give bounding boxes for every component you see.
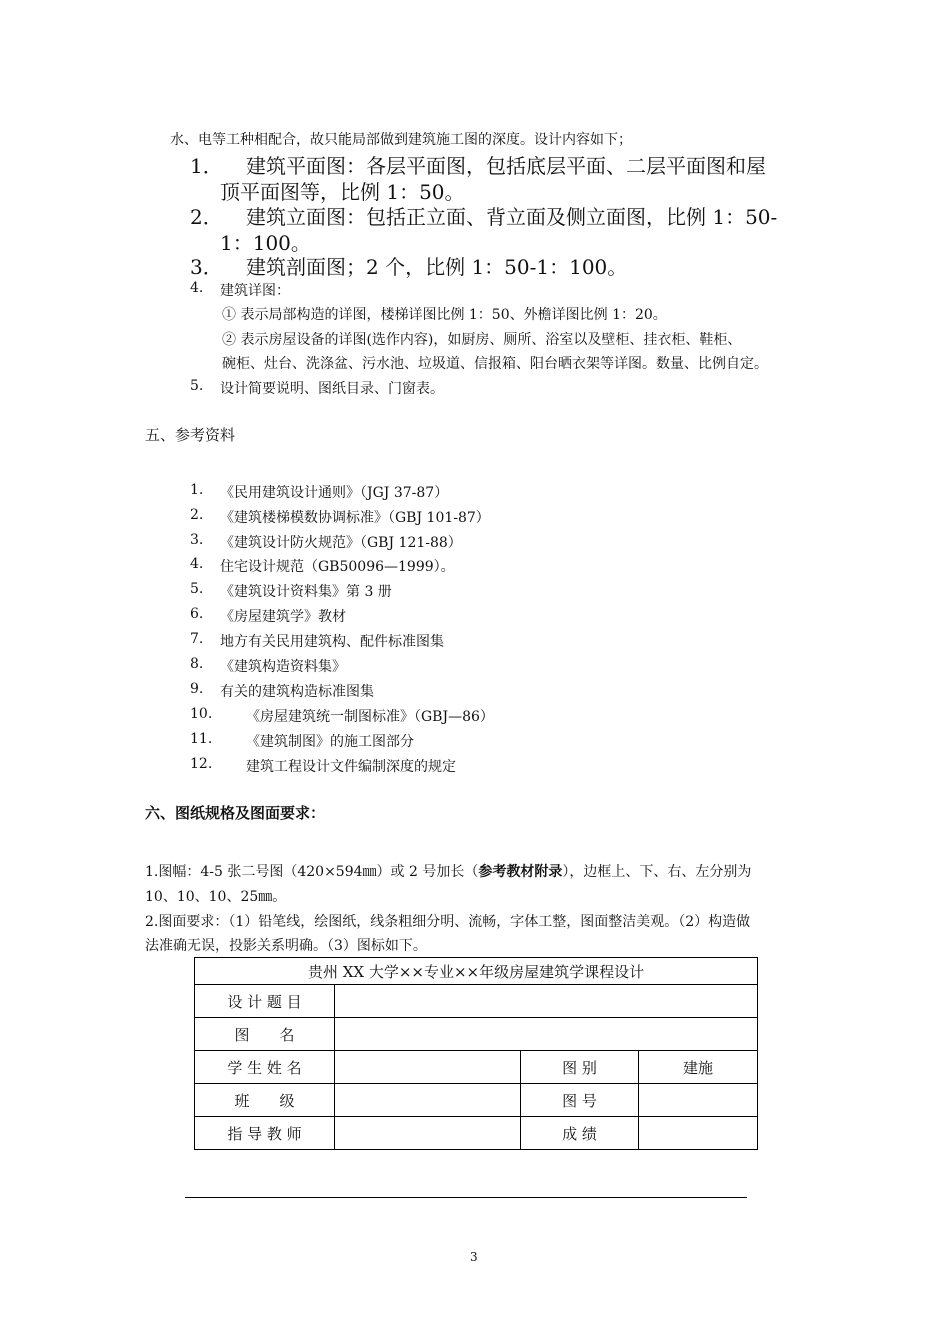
drawing-name-label: 图 名 (195, 1018, 335, 1051)
design-item-3-number: 3． (190, 255, 223, 279)
reference-text: 《民用建筑设计通则》（JGJ 37-87） (220, 485, 449, 501)
detail-item-title: 建筑详图： (220, 283, 290, 299)
reference-text: 《建筑设计资料集》第 3 册 (220, 584, 392, 600)
reference-number: 12. (190, 756, 213, 772)
footer-rule (185, 1197, 747, 1198)
detail-item-sub1: ① 表示局部构造的详图，楼梯详图比例 1：50、外檐详图比例 1：20。 (222, 307, 667, 323)
student-name-cell (335, 1051, 521, 1084)
spec1-line1 (145, 861, 751, 881)
detail-item-number: 4. (190, 280, 204, 296)
grade-cell (639, 1117, 758, 1150)
reference-number: 4. (190, 556, 204, 572)
drawing-type-value: 建施 (639, 1051, 758, 1084)
reference-number: 1. (190, 482, 204, 498)
title-block-table (194, 957, 758, 1150)
grade-label: 成 绩 (521, 1117, 639, 1150)
student-name-label: 学 生 姓 名 (195, 1051, 335, 1084)
class-cell (335, 1084, 521, 1117)
reference-number: 5. (190, 581, 204, 597)
design-item-1-line2: 顶平面图等，比例 1：50。 (220, 180, 465, 204)
reference-number: 2. (190, 507, 204, 523)
reference-text: 《建筑制图》的施工图部分 (246, 734, 414, 750)
spec1-line2: 10、10、10、25㎜。 (145, 889, 287, 905)
advisor-label: 指 导 教 师 (195, 1117, 335, 1150)
page-number: 3 (470, 1250, 478, 1264)
reference-text: 《建筑设计防火规范》（GBJ 121-88） (220, 535, 462, 551)
item5-text: 设计简要说明、图纸目录、门窗表。 (220, 381, 444, 397)
drawing-no-cell (639, 1084, 758, 1117)
design-item-2-line2: 1：100。 (220, 231, 311, 255)
reference-text: 《建筑构造资料集》 (220, 659, 346, 675)
section6-title: 六、图纸规格及图面要求： (145, 804, 326, 822)
class-label: 班 级 (195, 1084, 335, 1117)
spec2-line2: 法准确无误，投影关系明确。（3）图标如下。 (145, 938, 427, 954)
spec2-line1: 2.图面要求：（1）铅笔线，绘图纸，线条粗细分明、流畅，字体工整，图面整洁美观。（2）构造做 (145, 914, 751, 930)
item5-number: 5. (190, 378, 204, 394)
reference-text: 住宅设计规范（GB50096—1999）。 (220, 559, 455, 575)
design-item-1-number: 1． (190, 154, 223, 178)
design-topic-cell (335, 985, 758, 1018)
spec1-bold: 参考教材附录 (478, 864, 563, 880)
design-item-2-number: 2． (190, 205, 223, 229)
detail-item-sub2-line1: ② 表示房屋设备的详图(选作内容)，如厨房、厕所、浴室以及壁柜、挂衣柜、鞋柜、 (222, 332, 742, 348)
design-item-1-line1: 建筑平面图：各层平面图，包括底层平面、二层平面图和屋 (246, 154, 766, 178)
reference-text: 建筑工程设计文件编制深度的规定 (246, 759, 456, 775)
design-item-2-line1: 建筑立面图：包括正立面、背立面及侧立面图，比例 1：50- (246, 205, 778, 229)
reference-text: 《建筑楼梯模数协调标准》（GBJ 101-87） (220, 510, 490, 526)
section5-title: 五、参考资料 (145, 426, 236, 444)
drawing-no-label: 图 号 (521, 1084, 639, 1117)
reference-text: 有关的建筑构造标准图集 (220, 684, 374, 700)
drawing-type-label: 图 别 (521, 1051, 639, 1084)
design-item-3-line1: 建筑剖面图；2 个，比例 1：50-1：100。 (246, 255, 628, 279)
intro-line: 水、电等工种相配合，故只能局部做到建筑施工图的深度。设计内容如下； (170, 132, 632, 148)
reference-text: 地方有关民用建筑构、配件标准图集 (220, 634, 444, 650)
title-block-header: 贵州 XX 大学××专业××年级房屋建筑学课程设计 (195, 958, 758, 985)
design-topic-label: 设 计 题 目 (195, 985, 335, 1018)
spec1-part1: 1.图幅：4-5 张二号图（420×594㎜）或 2 号加长（ (145, 864, 479, 880)
advisor-cell (335, 1117, 521, 1150)
reference-number: 3. (190, 532, 204, 548)
spec1-part2: ），边框上、下、右、左分别为 (562, 864, 752, 880)
reference-number: 11. (190, 731, 213, 747)
reference-number: 6. (190, 606, 204, 622)
reference-number: 7. (190, 631, 204, 647)
reference-number: 9. (190, 681, 204, 697)
reference-number: 10. (190, 706, 213, 722)
drawing-name-cell (335, 1018, 758, 1051)
reference-text: 《房屋建筑统一制图标准》（GBJ—86） (246, 709, 494, 725)
reference-text: 《房屋建筑学》教材 (220, 609, 346, 625)
detail-item-sub2-line2: 碗柜、灶台、洗涤盆、污水池、垃圾道、信报箱、阳台晒衣架等详图。数量、比例自定。 (222, 356, 768, 372)
reference-number: 8. (190, 656, 204, 672)
